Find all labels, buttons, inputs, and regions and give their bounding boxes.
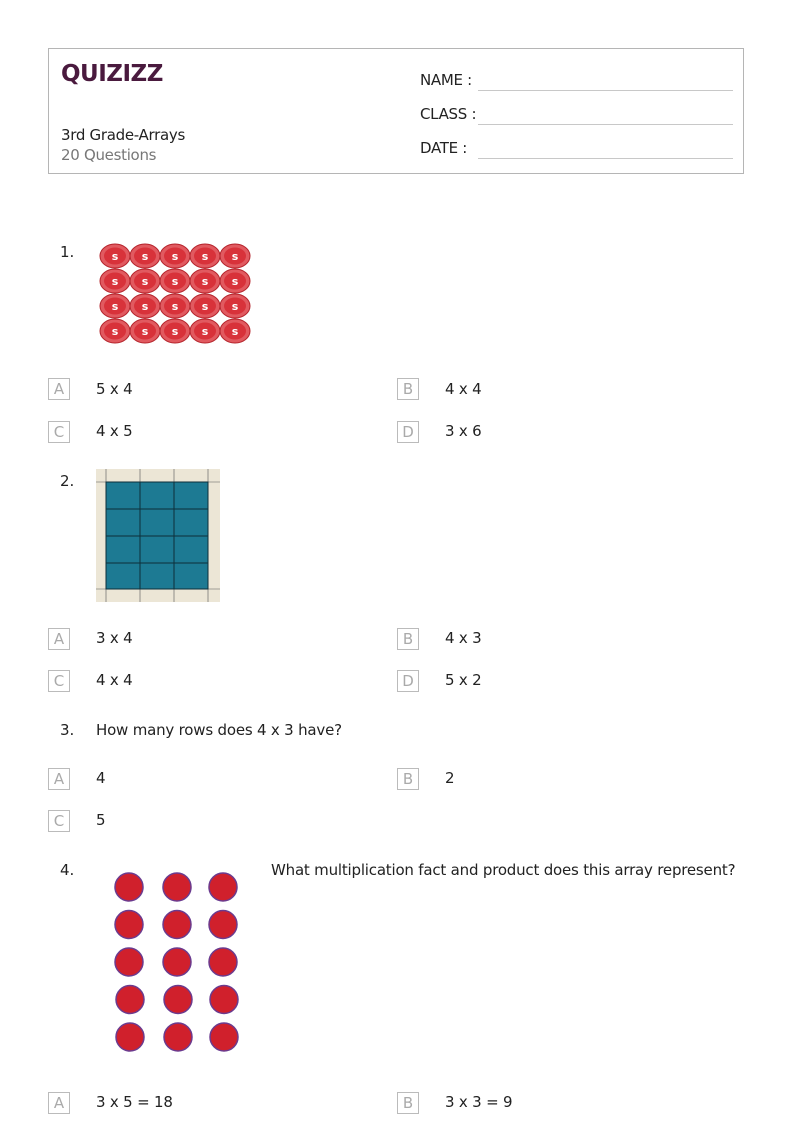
svg-text:s: s xyxy=(111,250,119,263)
candy xyxy=(220,319,250,343)
q1-option-b-text[interactable]: 4 x 4 xyxy=(445,380,482,398)
svg-text:s: s xyxy=(171,250,179,263)
q3-option-a-letter[interactable]: A xyxy=(48,768,70,790)
candy xyxy=(220,294,250,318)
candy xyxy=(220,269,250,293)
svg-text:s: s xyxy=(231,250,239,263)
array-dot xyxy=(116,1023,144,1051)
q2-option-b-text[interactable]: 4 x 3 xyxy=(445,629,482,647)
question-1-number: 1. xyxy=(60,243,75,261)
candy xyxy=(220,244,250,268)
class-line[interactable] xyxy=(478,124,733,125)
question-3-text: How many rows does 4 x 3 have? xyxy=(96,721,342,739)
q1-option-a-text[interactable]: 5 x 4 xyxy=(96,380,133,398)
q4-option-a-letter[interactable]: A xyxy=(48,1092,70,1114)
q3-option-a-text[interactable]: 4 xyxy=(96,769,106,787)
q1-option-b-letter[interactable]: B xyxy=(397,378,419,400)
name-field[interactable] xyxy=(420,67,733,91)
q3-option-c-letter[interactable]: C xyxy=(48,810,70,832)
svg-text:s: s xyxy=(141,325,149,338)
array-dot xyxy=(116,986,144,1014)
q2-option-b-letter[interactable]: B xyxy=(397,628,419,650)
question-2-number: 2. xyxy=(60,472,75,490)
q2-option-c-letter[interactable]: C xyxy=(48,670,70,692)
date-label: DATE : xyxy=(420,139,468,157)
candy xyxy=(160,319,190,343)
candy xyxy=(100,269,130,293)
name-label: NAME : xyxy=(420,71,472,89)
class-label: CLASS : xyxy=(420,105,477,123)
q2-option-a-text[interactable]: 3 x 4 xyxy=(96,629,133,647)
q2-option-a-letter[interactable]: A xyxy=(48,628,70,650)
q3-option-c-text[interactable]: 5 xyxy=(96,811,106,829)
array-dot xyxy=(209,911,237,939)
array-dot xyxy=(209,873,237,901)
array-dot xyxy=(209,948,237,976)
candy xyxy=(130,269,160,293)
quizizz-logo: QUIZIZZ xyxy=(61,61,163,87)
worksheet-header xyxy=(48,48,744,174)
svg-text:s: s xyxy=(201,300,209,313)
array-dot xyxy=(115,948,143,976)
q4-option-b-letter[interactable]: B xyxy=(397,1092,419,1114)
svg-text:s: s xyxy=(201,275,209,288)
date-line[interactable] xyxy=(478,158,733,159)
candy-array-image xyxy=(96,240,256,348)
svg-text:s: s xyxy=(171,300,179,313)
q4-option-b-text[interactable]: 3 x 3 = 9 xyxy=(445,1093,513,1111)
array-dot xyxy=(115,873,143,901)
svg-text:s: s xyxy=(171,325,179,338)
svg-text:s: s xyxy=(231,325,239,338)
question-4-number: 4. xyxy=(60,861,75,879)
candy xyxy=(190,294,220,318)
candy xyxy=(130,294,160,318)
q1-option-c-letter[interactable]: C xyxy=(48,421,70,443)
svg-text:s: s xyxy=(111,300,119,313)
array-dot xyxy=(163,873,191,901)
array-dot xyxy=(210,1023,238,1051)
svg-text:s: s xyxy=(201,325,209,338)
svg-text:s: s xyxy=(171,275,179,288)
candy xyxy=(160,269,190,293)
q1-option-d-text[interactable]: 3 x 6 xyxy=(445,422,482,440)
date-field[interactable] xyxy=(420,135,733,159)
q1-option-d-letter[interactable]: D xyxy=(397,421,419,443)
svg-text:s: s xyxy=(111,325,119,338)
svg-text:s: s xyxy=(141,250,149,263)
question-3-number: 3. xyxy=(60,721,75,739)
array-dot xyxy=(163,948,191,976)
q3-option-b-letter[interactable]: B xyxy=(397,768,419,790)
q2-option-d-text[interactable]: 5 x 2 xyxy=(445,671,482,689)
q1-option-c-text[interactable]: 4 x 5 xyxy=(96,422,133,440)
array-dot xyxy=(210,986,238,1014)
svg-text:s: s xyxy=(231,300,239,313)
array-dot xyxy=(115,911,143,939)
array-dot xyxy=(163,911,191,939)
candy xyxy=(190,319,220,343)
q1-option-a-letter[interactable]: A xyxy=(48,378,70,400)
q2-option-d-letter[interactable]: D xyxy=(397,670,419,692)
svg-text:s: s xyxy=(141,300,149,313)
candy xyxy=(100,244,130,268)
name-line[interactable] xyxy=(478,90,733,91)
svg-text:s: s xyxy=(231,275,239,288)
array-dot xyxy=(164,1023,192,1051)
candy xyxy=(190,244,220,268)
candy xyxy=(190,269,220,293)
q4-option-a-text[interactable]: 3 x 5 = 18 xyxy=(96,1093,173,1111)
candy xyxy=(100,319,130,343)
class-field[interactable] xyxy=(420,101,733,125)
worksheet-title: 3rd Grade-Arrays xyxy=(61,126,185,144)
q3-option-b-text[interactable]: 2 xyxy=(445,769,455,787)
grid-array-image xyxy=(96,469,220,602)
svg-text:s: s xyxy=(201,250,209,263)
svg-text:s: s xyxy=(141,275,149,288)
candy xyxy=(130,244,160,268)
candy xyxy=(130,319,160,343)
dot-array-image xyxy=(108,866,252,1058)
candy xyxy=(160,294,190,318)
question-count: 20 Questions xyxy=(61,146,157,164)
candy xyxy=(160,244,190,268)
candy xyxy=(100,294,130,318)
svg-text:s: s xyxy=(111,275,119,288)
q2-option-c-text[interactable]: 4 x 4 xyxy=(96,671,133,689)
question-4-text: What multiplication fact and product does this array represent? xyxy=(271,861,736,879)
array-dot xyxy=(164,986,192,1014)
